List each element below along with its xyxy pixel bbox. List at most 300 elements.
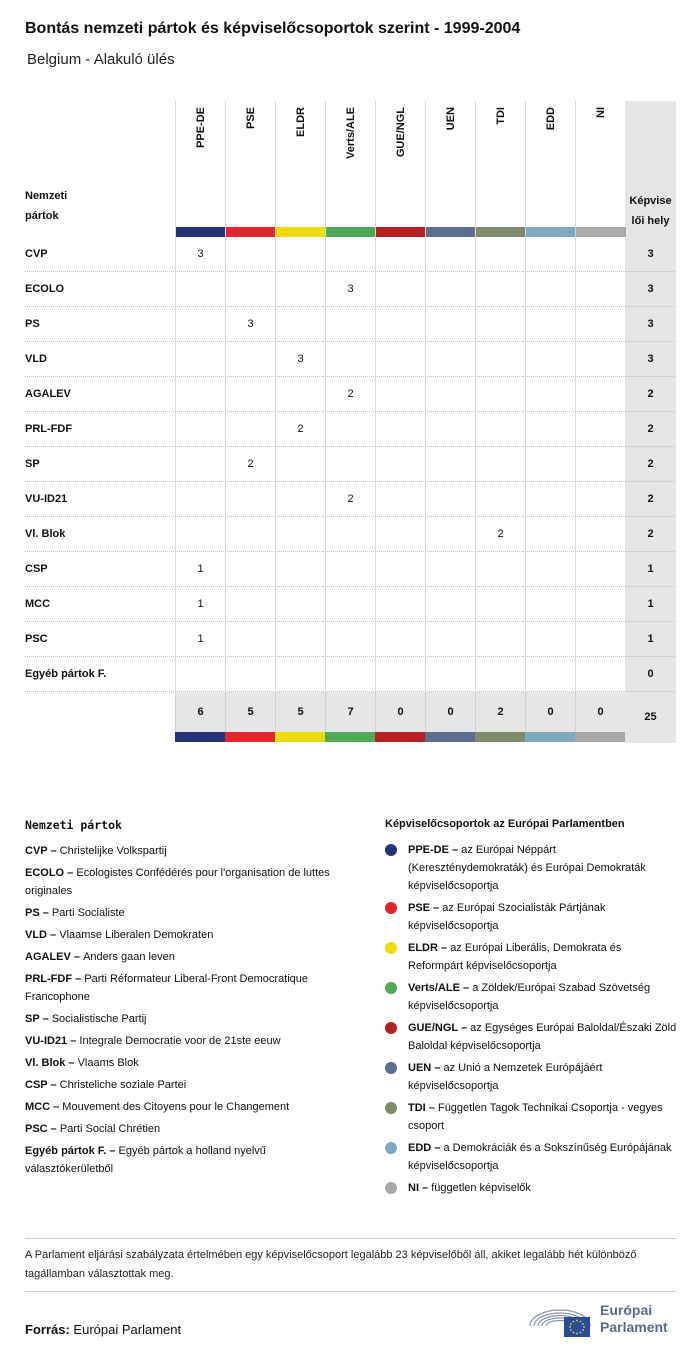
- seat-cell: [425, 237, 475, 272]
- group-description: az Európai Liberális, Demokrata és Reformpárt képviselőcsoportja: [408, 942, 622, 972]
- group-column-header: [525, 101, 575, 237]
- seat-cell: [225, 342, 275, 377]
- seat-cell: [175, 342, 225, 377]
- group-description: a Demokráciák és a Sokszínűség Európájának képviselőcsoportja: [408, 1142, 672, 1172]
- party-full-name: Egyéb pártok a holland nyelvű választókerületből: [25, 1145, 266, 1175]
- group-description: Független Tagok Technikai Csoportja - vegyes csoport: [408, 1102, 663, 1132]
- row-total: 2: [647, 528, 654, 540]
- table-row: [25, 307, 676, 342]
- seat-cell: [175, 517, 225, 552]
- seat-cell: [325, 552, 375, 587]
- table-row: [25, 622, 676, 657]
- group-color-bar: [225, 732, 275, 742]
- group-total: 0: [425, 692, 475, 732]
- row-total: 3: [647, 318, 654, 330]
- seat-cell: [375, 657, 425, 692]
- seat-cell: [375, 622, 425, 657]
- group-color-bar: [526, 227, 576, 237]
- seat-cell: [575, 237, 625, 272]
- party-legend-item: [25, 1032, 345, 1050]
- separator: –: [437, 942, 451, 954]
- seat-cell: [325, 587, 375, 622]
- seat-cell: [525, 657, 575, 692]
- party-name: SP: [25, 458, 40, 470]
- group-abbr: TDI: [408, 1102, 426, 1114]
- group-legend-item: [385, 899, 677, 935]
- seat-cell: [275, 657, 325, 692]
- separator: –: [431, 1142, 444, 1154]
- group-name: PPE-DE: [195, 107, 207, 148]
- seat-cell: [525, 342, 575, 377]
- group-legend-item: [385, 1019, 677, 1055]
- grand-total: 25: [644, 711, 657, 723]
- row-total: 2: [647, 388, 654, 400]
- table-row: [25, 342, 676, 377]
- group-total: 0: [575, 692, 625, 732]
- source-line: [25, 1322, 181, 1337]
- party-name: AGALEV: [25, 388, 71, 400]
- row-total: 0: [647, 668, 654, 680]
- seat-cell: [375, 552, 425, 587]
- party-full-name: Mouvement des Citoyens pour le Changement: [62, 1101, 290, 1113]
- seat-cell: [275, 622, 325, 657]
- group-description: az Unió a Nemzetek Európájáért képviselőcsoportja: [408, 1062, 603, 1092]
- party-full-name: Parti Réformateur Liberal-Front Democratique Francophone: [25, 973, 309, 1003]
- group-legend-item: [385, 1139, 677, 1175]
- parliament-hemicycle-icon: [528, 1299, 592, 1341]
- party-abbr: PRL-FDF: [25, 973, 73, 985]
- party-full-name: Integrale Democratie voor de 21ste eeuw: [79, 1035, 281, 1047]
- seat-cell: [525, 447, 575, 482]
- group-color-bar: [475, 732, 525, 742]
- seat-cell: [525, 622, 575, 657]
- seat-cell: [575, 412, 625, 447]
- seat-cell: [575, 342, 625, 377]
- seat-cell: 1: [175, 622, 225, 657]
- group-column-header: [575, 101, 625, 237]
- seat-cell: 2: [325, 482, 375, 517]
- table-body: [25, 237, 676, 692]
- table-row: [25, 552, 676, 587]
- group-name: Verts/ALE: [345, 107, 357, 159]
- table-row: [25, 377, 676, 412]
- table-row: [25, 272, 676, 307]
- group-total: 5: [225, 692, 275, 732]
- group-total: 0: [375, 692, 425, 732]
- seat-cell: [375, 517, 425, 552]
- seat-cell: [275, 307, 325, 342]
- party-full-name: Anders gaan leven: [83, 951, 175, 963]
- seat-cell: [425, 622, 475, 657]
- seat-cell: [275, 447, 325, 482]
- group-color-bar: [425, 732, 475, 742]
- seat-cell: [575, 517, 625, 552]
- seat-cell: [575, 377, 625, 412]
- group-name: UEN: [445, 107, 457, 131]
- party-full-name: Christelijke Volkspartij: [59, 845, 167, 857]
- group-column-header: [325, 101, 375, 237]
- color-dot-icon: [385, 1142, 397, 1154]
- party-abbr: PSC: [25, 1123, 48, 1135]
- group-column-header: [425, 101, 475, 237]
- seat-cell: [175, 307, 225, 342]
- group-column-header: [475, 101, 525, 237]
- seat-cell: [425, 342, 475, 377]
- seat-cell: [225, 587, 275, 622]
- seat-cell: [525, 482, 575, 517]
- party-full-name: Christeliche soziale Partei: [59, 1079, 187, 1091]
- separator: –: [448, 844, 462, 856]
- group-color-bar: [426, 227, 476, 237]
- seat-cell: [475, 377, 525, 412]
- party-abbr: AGALEV: [25, 951, 71, 963]
- separator: –: [50, 1101, 63, 1113]
- row-total: 1: [647, 633, 654, 645]
- separator: –: [39, 907, 52, 919]
- party-name: Egyéb pártok F.: [25, 668, 107, 680]
- party-full-name: Parti Socialiste: [51, 907, 125, 919]
- party-legend: [25, 818, 345, 1182]
- seat-cell: [225, 657, 275, 692]
- seat-cell: [575, 622, 625, 657]
- group-legend-item: [385, 1099, 677, 1135]
- seat-cell: 2: [225, 447, 275, 482]
- table-row: [25, 482, 676, 517]
- group-abbr: PSE: [408, 902, 431, 914]
- separator: –: [70, 951, 84, 963]
- seat-cell: 2: [475, 517, 525, 552]
- seat-cell: [425, 552, 475, 587]
- group-name: EDD: [545, 107, 557, 131]
- seat-cell: [375, 447, 425, 482]
- group-name: PSE: [245, 107, 257, 130]
- group-legend-item: [385, 979, 677, 1015]
- group-color-bar: [175, 732, 225, 742]
- party-legend-item: [25, 970, 345, 1006]
- seat-cell: [225, 517, 275, 552]
- seat-cell: [225, 412, 275, 447]
- group-abbr: PPE-DE: [408, 844, 449, 856]
- color-dot-icon: [385, 1102, 397, 1114]
- seat-cell: [375, 482, 425, 517]
- party-name: PSC: [25, 633, 48, 645]
- group-legend: [385, 818, 677, 1201]
- group-description: az Európai Szocialisták Pártjának képviselőcsoportja: [408, 902, 606, 932]
- party-column-header: Nemzeti pártok: [25, 190, 68, 222]
- seat-cell: [275, 237, 325, 272]
- group-description: független képviselők: [431, 1182, 531, 1194]
- party-legend-item: [25, 948, 345, 966]
- seat-cell: [425, 517, 475, 552]
- group-description: az Európai Néppárt (Kereszténydemokraták) és Európai Demokraták képviselőcsoportja: [408, 844, 646, 892]
- table-row: [25, 412, 676, 447]
- group-description: az Egységes Európai Baloldal/Északi Zöld Baloldal képviselőcsoportja: [408, 1022, 677, 1052]
- separator: –: [425, 1102, 438, 1114]
- party-legend-item: [25, 864, 345, 900]
- party-name: ECOLO: [25, 283, 65, 295]
- party-name: VLD: [25, 353, 47, 365]
- party-abbr: CVP: [25, 845, 48, 857]
- separator: –: [459, 982, 473, 994]
- seat-cell: [375, 307, 425, 342]
- seat-cell: [275, 482, 325, 517]
- row-total: 2: [647, 458, 654, 470]
- seat-cell: [225, 622, 275, 657]
- row-total: 3: [647, 283, 654, 295]
- party-name: VU-ID21: [25, 493, 68, 505]
- seat-cell: [475, 657, 525, 692]
- party-abbr: CSP: [25, 1079, 48, 1091]
- separator: –: [65, 1057, 78, 1069]
- seat-cell: [475, 482, 525, 517]
- separator: –: [47, 845, 60, 857]
- seat-cell: [425, 482, 475, 517]
- seat-cell: [575, 272, 625, 307]
- logo-text: Európai Parlament: [600, 1302, 668, 1335]
- party-legend-item: [25, 1120, 345, 1138]
- separator: –: [430, 902, 443, 914]
- group-color-bar: [176, 227, 226, 237]
- party-legend-item: [25, 926, 345, 944]
- seat-cell: 3: [175, 237, 225, 272]
- seat-cell: [375, 412, 425, 447]
- group-legend-item: [385, 939, 677, 975]
- seat-cell: [275, 377, 325, 412]
- separator: –: [106, 1145, 119, 1157]
- seat-cell: [375, 237, 425, 272]
- seat-cell: [575, 482, 625, 517]
- party-legend-item: [25, 1010, 345, 1028]
- party-abbr: Vl. Blok: [25, 1057, 66, 1069]
- seat-cell: [275, 272, 325, 307]
- european-parliament-logo: [528, 1299, 678, 1341]
- seat-cell: [575, 552, 625, 587]
- group-abbr: EDD: [408, 1142, 432, 1154]
- seat-cell: 3: [275, 342, 325, 377]
- group-name: NI: [595, 107, 607, 118]
- seat-cell: [325, 657, 375, 692]
- seat-cell: [325, 412, 375, 447]
- seat-cell: [475, 552, 525, 587]
- row-total: 3: [647, 353, 654, 365]
- party-abbr: MCC: [25, 1101, 51, 1113]
- group-name: ELDR: [295, 107, 307, 137]
- group-color-bar: [576, 227, 626, 237]
- color-dot-icon: [385, 902, 397, 914]
- seat-cell: [375, 272, 425, 307]
- color-dot-icon: [385, 844, 397, 856]
- seat-cell: [375, 342, 425, 377]
- separator: –: [67, 1035, 80, 1047]
- party-abbr: Egyéb pártok F.: [25, 1145, 107, 1157]
- party-name: PS: [25, 318, 40, 330]
- seat-cell: [525, 587, 575, 622]
- party-name: CSP: [25, 563, 48, 575]
- group-color-bar: [476, 227, 526, 237]
- group-abbr: GUE/NGL: [408, 1022, 458, 1034]
- seat-cell: [225, 482, 275, 517]
- seat-cell: [525, 377, 575, 412]
- separator: –: [47, 1123, 60, 1135]
- party-full-name: Parti Social Chrétien: [59, 1123, 161, 1135]
- row-total: 2: [647, 493, 654, 505]
- seat-cell: [575, 587, 625, 622]
- seat-cell: [475, 342, 525, 377]
- group-color-bar: [376, 227, 426, 237]
- source-value: Európai Parlament: [73, 1322, 182, 1337]
- seat-cell: 3: [225, 307, 275, 342]
- seat-cell: [525, 552, 575, 587]
- color-dot-icon: [385, 1062, 397, 1074]
- seat-cell: [325, 447, 375, 482]
- seat-cell: 2: [275, 412, 325, 447]
- party-name: Vl. Blok: [25, 528, 66, 540]
- group-column-header: [225, 101, 275, 237]
- seat-cell: [275, 552, 325, 587]
- separator: –: [457, 1022, 471, 1034]
- table-row: [25, 447, 676, 482]
- seat-cell: [175, 447, 225, 482]
- total-column-header: Képvise lői hely: [629, 195, 672, 227]
- seat-cell: [375, 377, 425, 412]
- group-column-header: [275, 101, 325, 237]
- party-full-name: Vlaams Blok: [77, 1057, 139, 1069]
- seat-cell: [425, 377, 475, 412]
- row-total: 1: [647, 598, 654, 610]
- group-total: 7: [325, 692, 375, 732]
- party-legend-title: Nemzeti pártok: [25, 818, 122, 832]
- seat-cell: [525, 307, 575, 342]
- seat-cell: [475, 587, 525, 622]
- party-legend-item: [25, 1098, 345, 1116]
- seat-cell: [325, 237, 375, 272]
- group-abbr: ELDR: [408, 942, 438, 954]
- group-totals-row: [175, 692, 676, 742]
- group-legend-item: [385, 841, 677, 895]
- party-legend-item: [25, 1076, 345, 1094]
- group-color-bar: [525, 732, 575, 742]
- seat-cell: [475, 447, 525, 482]
- party-full-name: Vlaamse Liberalen Demokraten: [59, 929, 214, 941]
- group-column-header: [375, 101, 425, 237]
- separator: –: [72, 973, 85, 985]
- group-column-header: [175, 101, 225, 237]
- row-total: 3: [647, 248, 654, 260]
- seat-cell: [175, 272, 225, 307]
- seat-cell: [375, 587, 425, 622]
- seat-cell: [525, 517, 575, 552]
- group-name: GUE/NGL: [395, 107, 407, 158]
- seat-cell: [575, 307, 625, 342]
- seat-cell: [225, 552, 275, 587]
- table-row: [25, 517, 676, 552]
- group-color-bar: [375, 732, 425, 742]
- party-name: PRL-FDF: [25, 423, 73, 435]
- seat-cell: [425, 307, 475, 342]
- color-dot-icon: [385, 1022, 397, 1034]
- seat-cell: [175, 412, 225, 447]
- seat-cell: [275, 587, 325, 622]
- seat-cell: [475, 307, 525, 342]
- source-label: Forrás:: [25, 1322, 70, 1337]
- seat-cell: [175, 377, 225, 412]
- seat-cell: 1: [175, 552, 225, 587]
- seat-cell: [425, 272, 475, 307]
- group-total: 2: [475, 692, 525, 732]
- group-total: 0: [525, 692, 575, 732]
- party-legend-item: [25, 842, 345, 860]
- seat-cell: [175, 482, 225, 517]
- seat-cell: [475, 237, 525, 272]
- seat-cell: [475, 412, 525, 447]
- separator: –: [39, 1013, 52, 1025]
- group-name: TDI: [495, 107, 507, 125]
- party-abbr: ECOLO: [25, 867, 65, 879]
- separator: –: [47, 1079, 60, 1091]
- party-full-name: Socialistische Partij: [51, 1013, 147, 1025]
- color-dot-icon: [385, 982, 397, 994]
- group-total: 6: [175, 692, 225, 732]
- row-total: 1: [647, 563, 654, 575]
- seat-cell: [425, 587, 475, 622]
- party-abbr: VLD: [25, 929, 47, 941]
- table-row: [25, 237, 676, 272]
- group-total: 5: [275, 692, 325, 732]
- group-abbr: Verts/ALE: [408, 982, 460, 994]
- seat-cell: 2: [325, 377, 375, 412]
- seat-cell: [225, 377, 275, 412]
- party-full-name: Ecologistes Confédérés pour l'organisation de luttes originales: [25, 867, 330, 897]
- group-color-bar: [325, 732, 375, 742]
- party-legend-item: [25, 1142, 345, 1178]
- party-legend-item: [25, 1054, 345, 1072]
- seat-cell: [425, 447, 475, 482]
- page-title: Bontás nemzeti pártok és képviselőcsoportok szerint - 1999-2004: [25, 20, 521, 37]
- table-header: [25, 101, 676, 237]
- color-dot-icon: [385, 942, 397, 954]
- group-description: a Zöldek/Európai Szabad Szövetség képviselőcsoportja: [408, 982, 651, 1012]
- seat-cell: [425, 657, 475, 692]
- group-legend-title: Képviselőcsoportok az Európai Parlamentben: [385, 818, 625, 830]
- seat-cell: [325, 622, 375, 657]
- seat-cell: [175, 657, 225, 692]
- seat-cell: [275, 517, 325, 552]
- table-row: [25, 657, 676, 692]
- seat-cell: [575, 447, 625, 482]
- seat-cell: [575, 657, 625, 692]
- party-name: MCC: [25, 598, 51, 610]
- color-dot-icon: [385, 1182, 397, 1194]
- party-name: CVP: [25, 248, 48, 260]
- group-abbr: UEN: [408, 1062, 432, 1074]
- group-legend-item: [385, 1059, 677, 1095]
- seat-cell: 3: [325, 272, 375, 307]
- seat-cell: [325, 342, 375, 377]
- party-abbr: SP: [25, 1013, 40, 1025]
- seat-cell: [325, 517, 375, 552]
- seat-cell: [225, 237, 275, 272]
- separator: –: [64, 867, 77, 879]
- separator: –: [419, 1182, 432, 1194]
- group-color-bar: [226, 227, 276, 237]
- separator: –: [47, 929, 60, 941]
- divider: [25, 1291, 676, 1292]
- divider: [25, 1238, 676, 1239]
- seat-cell: [475, 272, 525, 307]
- group-abbr: NI: [408, 1182, 419, 1194]
- separator: –: [431, 1062, 444, 1074]
- party-legend-item: [25, 904, 345, 922]
